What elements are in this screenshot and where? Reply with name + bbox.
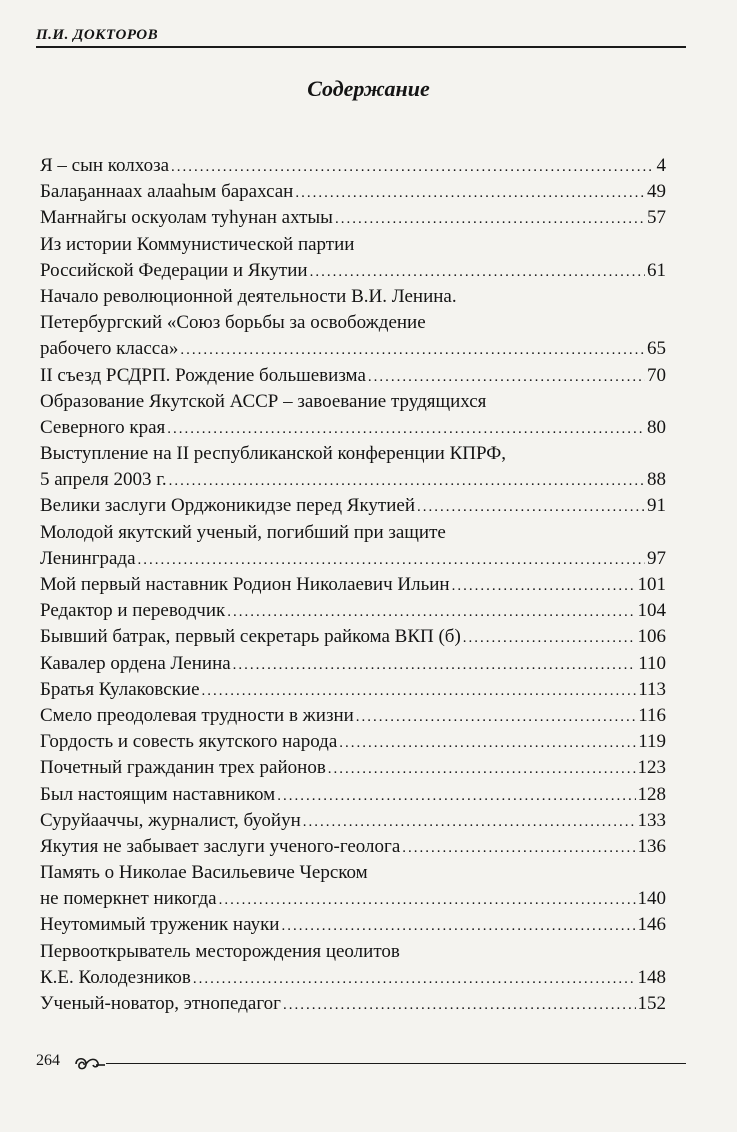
toc-leader-dots	[303, 809, 636, 835]
toc-page-number: 49	[647, 181, 666, 203]
toc-leader-dots	[138, 547, 645, 573]
toc-entry	[40, 991, 666, 1017]
toc-line	[40, 598, 666, 624]
toc-entry	[40, 153, 666, 179]
toc-page-number: 110	[638, 652, 666, 674]
toc-entry-title: Кавалер ордена Ленина	[40, 652, 231, 674]
toc-page-number: 70	[647, 364, 666, 386]
toc-entry	[40, 284, 666, 363]
toc-leader-dots	[339, 730, 636, 756]
toc-entry-title: Суруйааччы, журналист, буойун	[40, 809, 301, 831]
toc-line	[40, 860, 666, 886]
toc-line	[40, 572, 666, 598]
toc-entry	[40, 520, 666, 572]
toc-leader-dots	[281, 913, 635, 939]
toc-page-number: 65	[647, 338, 666, 360]
toc-leader-dots	[227, 599, 635, 625]
toc-entry-title: Из истории Коммунистической партии	[40, 233, 355, 255]
toc-line	[40, 336, 666, 362]
toc-page-number: 57	[647, 207, 666, 229]
toc-leader-dots	[310, 259, 645, 285]
toc-leader-dots	[167, 416, 645, 442]
toc-page-number: 128	[637, 783, 666, 805]
toc-line	[40, 284, 666, 310]
toc-line	[40, 965, 666, 991]
toc-entry-title: рабочего класса»	[40, 338, 179, 360]
toc-entry-title: Петербургский «Союз борьбы за освобождение	[40, 312, 426, 334]
toc-entry-title: Смело преодолевая трудности в жизни	[40, 704, 354, 726]
toc-line	[40, 310, 666, 336]
toc-page-number: 140	[637, 888, 666, 910]
toc-leader-dots	[356, 704, 636, 730]
toc-line	[40, 415, 666, 441]
toc-entry	[40, 363, 666, 389]
toc-entry-title: Российской Федерации и Якутии	[40, 259, 308, 281]
toc-line	[40, 886, 666, 912]
toc-entry-title: 5 апреля 2003 г.	[40, 469, 167, 491]
toc-page-number: 4	[656, 155, 666, 176]
toc-entry-title: Мой первый наставник Родион Николаевич Ильин	[40, 574, 450, 595]
toc-line	[40, 258, 666, 284]
toc-line	[40, 232, 666, 258]
toc-entry	[40, 729, 666, 755]
toc-entry	[40, 493, 666, 519]
toc-entry	[40, 179, 666, 205]
toc-line	[40, 389, 666, 415]
toc-entry-title: Балаҕаннаах алааһым барахсан	[40, 181, 294, 203]
toc-entry	[40, 624, 666, 650]
toc-page-number: 152	[637, 993, 666, 1014]
toc-entry	[40, 389, 666, 441]
toc-leader-dots	[417, 494, 645, 520]
toc-page-number: 123	[637, 757, 666, 779]
toc-leader-dots	[233, 652, 637, 678]
toc-leader-dots	[169, 468, 645, 494]
toc-entry-title: Братья Кулаковские	[40, 678, 200, 700]
toc-entry	[40, 912, 666, 938]
toc-line	[40, 520, 666, 546]
toc-entry-title: Я – сын колхоза	[40, 155, 170, 176]
toc-entry-title: Ученый-новатор, этнопедагог	[40, 993, 281, 1014]
toc-entry-title: К.Е. Колодезников	[40, 966, 191, 988]
toc-entry	[40, 651, 666, 677]
toc-page-number: 104	[637, 600, 666, 622]
toc-entry-title: Образование Якутской АССР – завоевание трудящихся	[40, 390, 487, 412]
toc-leader-dots	[368, 364, 645, 390]
toc-leader-dots	[277, 783, 635, 809]
toc-line	[40, 153, 666, 179]
toc-leader-dots	[180, 337, 645, 363]
toc-page-number: 119	[638, 731, 666, 753]
toc-entry-title: Якутия не забывает заслуги ученого-геолога	[40, 835, 401, 857]
toc-entry	[40, 572, 666, 598]
toc-page-number: 91	[647, 495, 666, 517]
toc-line	[40, 467, 666, 493]
toc-entry	[40, 808, 666, 834]
table-of-contents	[40, 153, 666, 1017]
toc-entry-title: Был настоящим наставником	[40, 783, 276, 805]
toc-line	[40, 546, 666, 572]
toc-leader-dots	[402, 835, 635, 861]
toc-page-number: 136	[637, 835, 666, 857]
toc-page-number: 146	[637, 914, 666, 936]
toc-entry-title: Молодой якутский ученый, погибший при защите	[40, 521, 446, 543]
toc-line	[40, 912, 666, 938]
toc-entry	[40, 205, 666, 231]
toc-line	[40, 729, 666, 755]
toc-entry-title: Северного края	[40, 416, 166, 438]
toc-leader-dots	[335, 206, 645, 232]
toc-entry-title: Почетный гражданин трех районов	[40, 757, 326, 779]
page-number: 264	[36, 1052, 60, 1069]
toc-line	[40, 782, 666, 808]
toc-entry-title: Ленинграда	[40, 547, 136, 569]
toc-line	[40, 493, 666, 519]
toc-line	[40, 205, 666, 231]
page-footer	[36, 1052, 686, 1076]
toc-entry	[40, 834, 666, 860]
toc-page-number: 101	[637, 574, 666, 595]
toc-page-number: 148	[637, 966, 666, 988]
toc-line	[40, 808, 666, 834]
toc-entry	[40, 232, 666, 284]
toc-line	[40, 991, 666, 1017]
toc-entry	[40, 441, 666, 493]
toc-entry-title: Неутомимый труженик науки	[40, 914, 280, 936]
toc-leader-dots	[171, 154, 654, 180]
footer-rule	[106, 1063, 686, 1064]
toc-line	[40, 441, 666, 467]
toc-line	[40, 755, 666, 781]
toc-leader-dots	[283, 992, 636, 1018]
toc-page-number: 106	[637, 626, 666, 648]
toc-leader-dots	[295, 180, 645, 206]
page-title: Содержание	[307, 76, 430, 101]
toc-entry	[40, 939, 666, 991]
toc-entry-title: не померкнет никогда	[40, 888, 217, 910]
ornament-icon	[72, 1054, 106, 1074]
toc-entry	[40, 703, 666, 729]
toc-entry-title: Бывший батрак, первый секретарь райкома ВКП (б)	[40, 626, 461, 648]
toc-page-number: 61	[647, 259, 666, 281]
toc-line	[40, 624, 666, 650]
toc-line	[40, 834, 666, 860]
toc-leader-dots	[452, 573, 636, 599]
toc-page-number: 97	[647, 547, 666, 569]
toc-entry	[40, 755, 666, 781]
toc-line	[40, 363, 666, 389]
toc-page-number: 116	[638, 704, 666, 726]
toc-leader-dots	[193, 966, 636, 992]
toc-line	[40, 703, 666, 729]
toc-page-number: 133	[637, 809, 666, 831]
toc-leader-dots	[463, 625, 636, 651]
toc-entry-title: Велики заслуги Орджоникидзе перед Якутией	[40, 495, 415, 517]
toc-page-number: 113	[638, 678, 666, 700]
toc-line	[40, 677, 666, 703]
toc-entry	[40, 677, 666, 703]
toc-entry-title: II съезд РСДРП. Рождение большевизма	[40, 364, 366, 386]
toc-line	[40, 179, 666, 205]
toc-page-number: 88	[647, 469, 666, 491]
toc-entry-title: Первооткрыватель месторождения цеолитов	[40, 940, 400, 962]
toc-leader-dots	[202, 678, 637, 704]
toc-entry	[40, 860, 666, 912]
toc-entry-title: Маҥнайгы оскуолам туһунан ахтыы	[40, 207, 333, 229]
toc-page-number: 80	[647, 416, 666, 438]
running-header	[36, 26, 686, 48]
toc-entry-title: Начало революционной деятельности В.И. Ленина.	[40, 285, 457, 307]
toc-line	[40, 651, 666, 677]
toc-leader-dots	[219, 887, 636, 913]
toc-leader-dots	[328, 756, 636, 782]
toc-line	[40, 939, 666, 965]
toc-entry-title: Редактор и переводчик	[40, 600, 226, 622]
toc-entry	[40, 598, 666, 624]
toc-entry-title: Гордость и совесть якутского народа	[40, 731, 338, 753]
toc-entry	[40, 782, 666, 808]
toc-entry-title: Память о Николае Васильевиче Черском	[40, 862, 368, 884]
toc-entry-title: Выступление на II республиканской конференции КПРФ,	[40, 443, 506, 465]
author-name: П.И. ДОКТОРОВ	[36, 27, 159, 43]
